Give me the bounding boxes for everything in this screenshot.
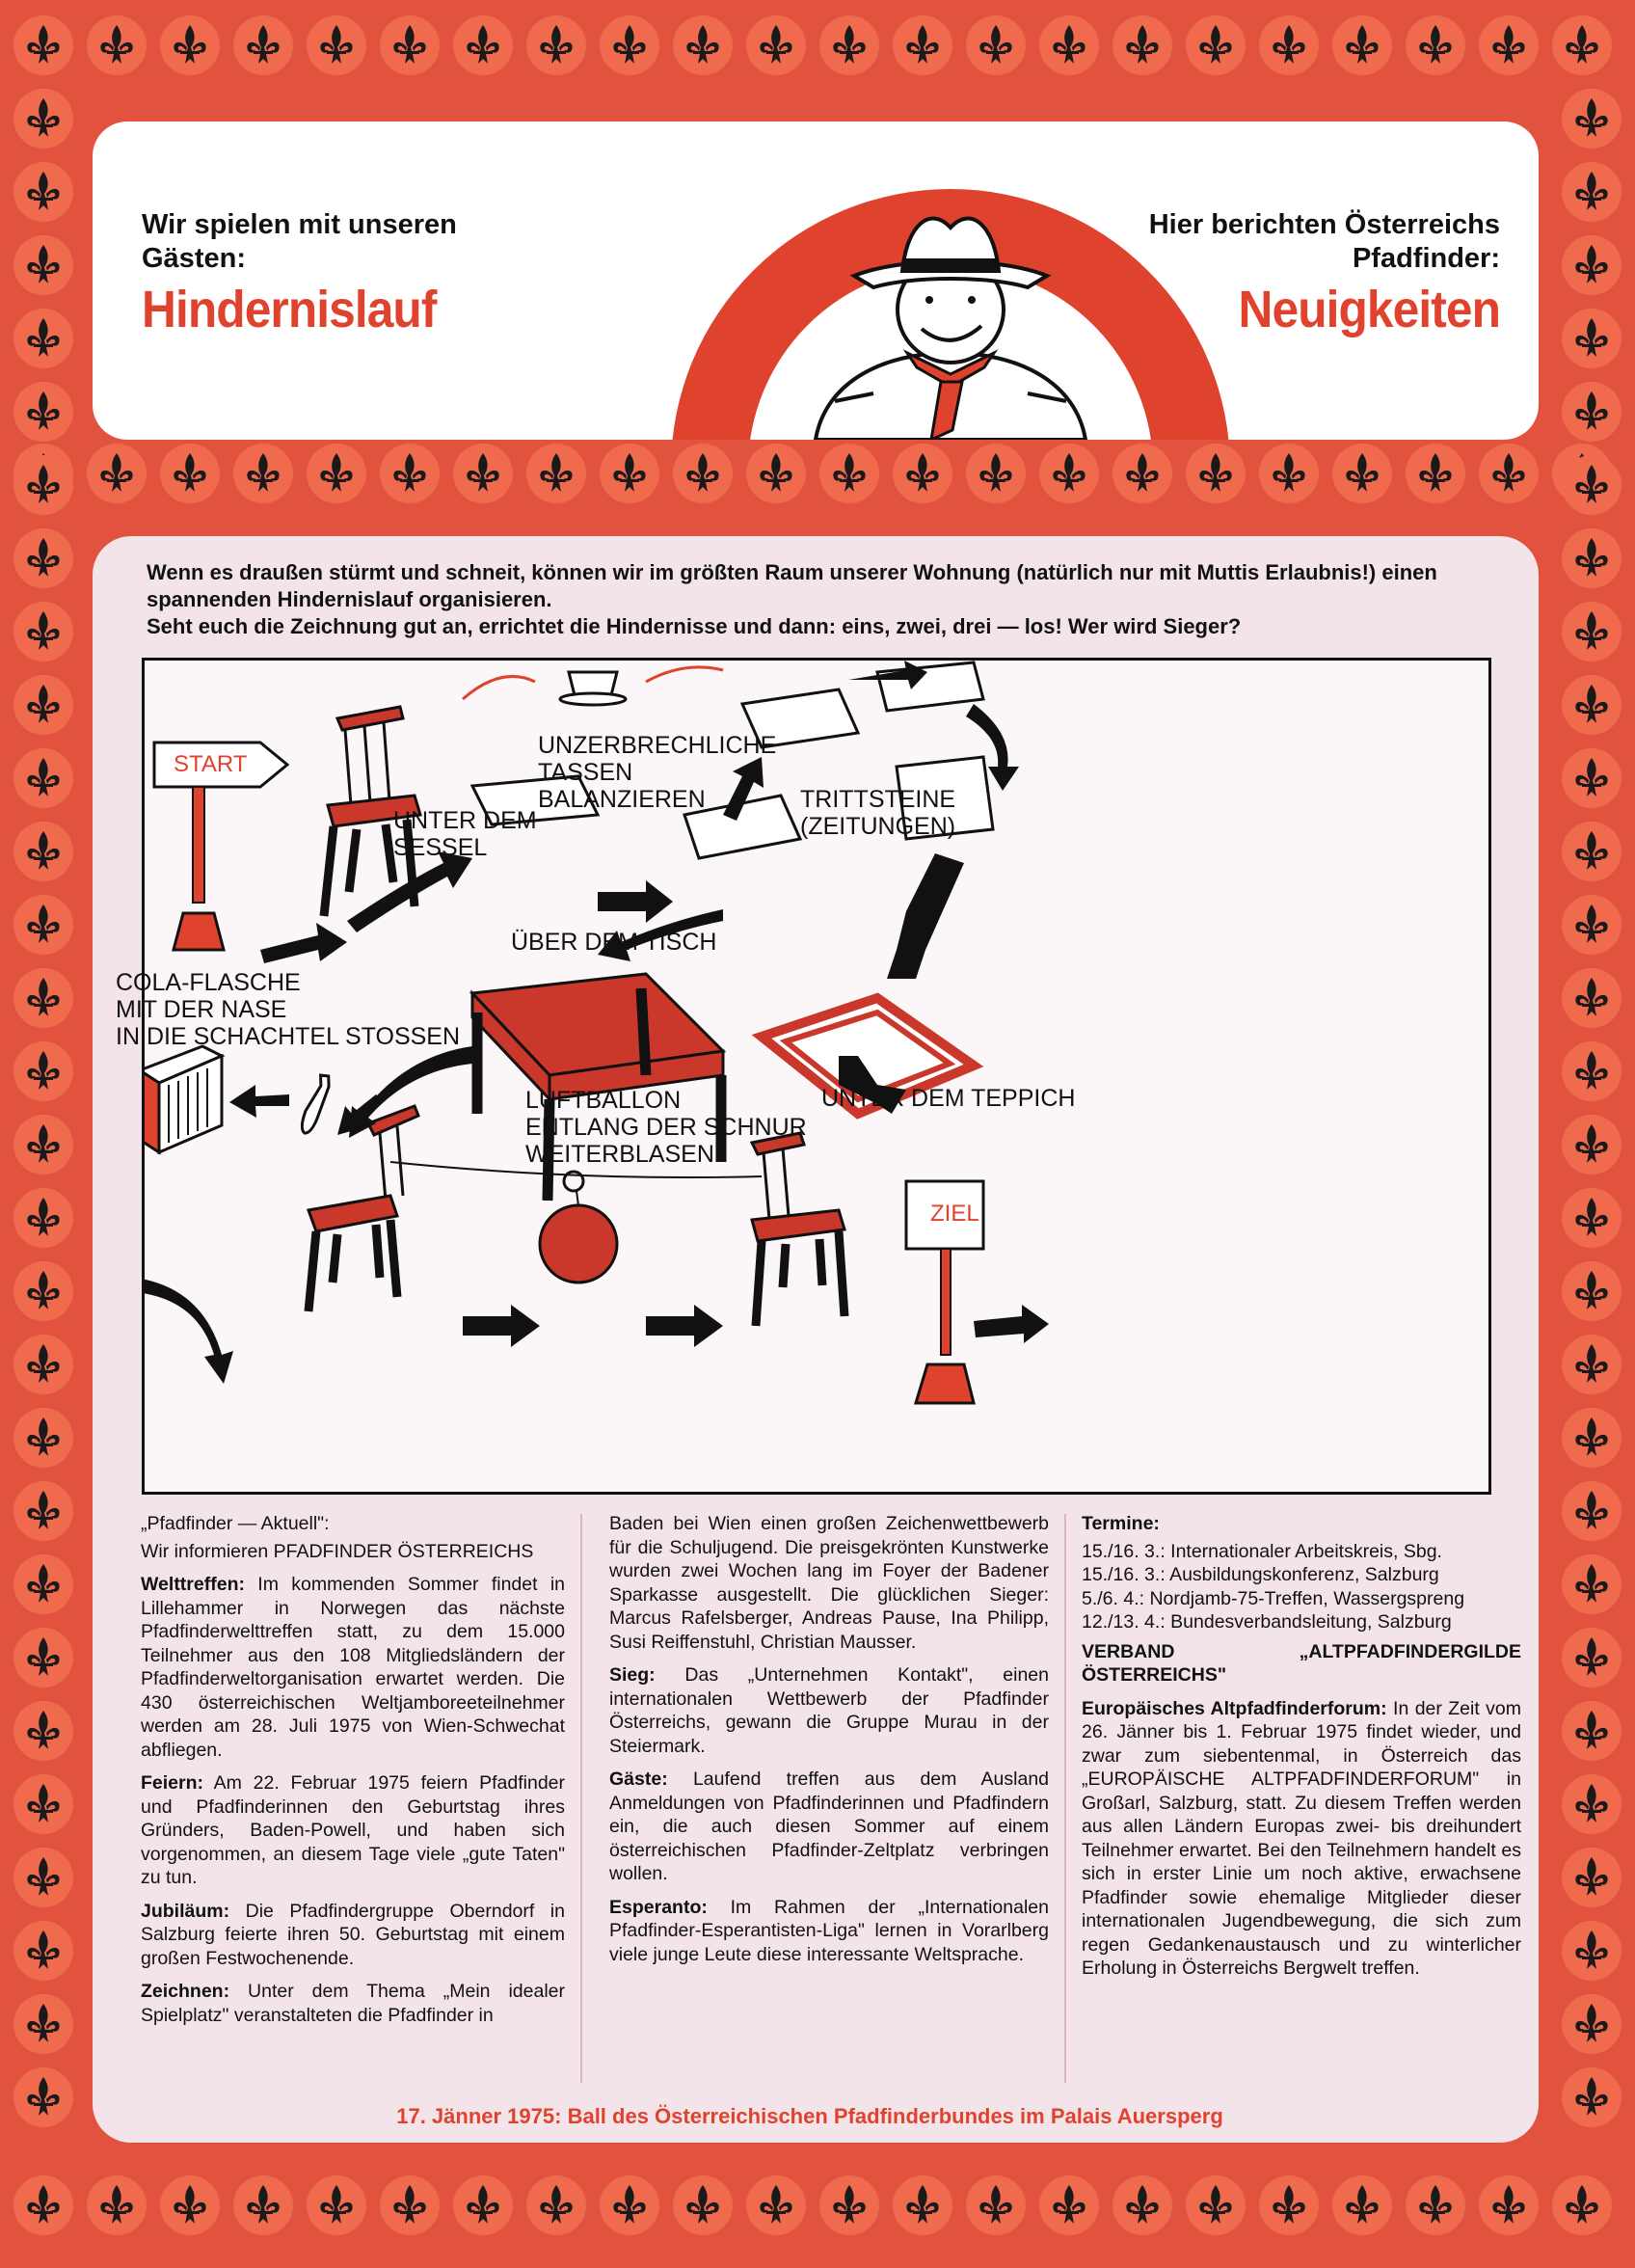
event-line: 12./13. 4.: Bundesverbandsleitung, Salzburg <box>1082 1611 1452 1633</box>
fleur-de-lis-icon <box>13 455 73 515</box>
item-title: Esperanto: <box>609 1896 708 1918</box>
fleur-de-lis-icon <box>526 444 586 503</box>
fleur-de-lis-icon <box>1562 1774 1622 1834</box>
column-subheading: Wir informieren PFADFINDER ÖSTERREICHS <box>141 1540 534 1562</box>
fleur-de-lis-icon <box>1562 1188 1622 1248</box>
fleur-de-lis-icon <box>13 1261 73 1321</box>
fleur-de-lis-icon <box>1562 1848 1622 1907</box>
fleur-de-lis-icon <box>1562 1921 1622 1981</box>
item-title: Termine: <box>1082 1513 1160 1534</box>
item-title: Sieg: <box>609 1664 656 1686</box>
fleur-de-lis-icon <box>1406 2175 1465 2235</box>
trittsteine-label: TRITTSTEINE (ZEITUNGEN) <box>800 786 956 840</box>
fleur-de-lis-icon <box>307 15 366 75</box>
fleur-de-lis-icon <box>1562 1628 1622 1688</box>
header-panel <box>93 122 1539 440</box>
fleur-de-lis-icon <box>1332 2175 1392 2235</box>
event-line: 15./16. 3.: Ausbildungskonferenz, Salzburg <box>1082 1564 1439 1585</box>
column-divider <box>1064 1514 1066 2083</box>
border-right-column <box>1562 89 1622 2127</box>
fleur-de-lis-icon <box>1562 895 1622 955</box>
fleur-de-lis-icon <box>1552 15 1612 75</box>
fleur-de-lis-icon <box>13 89 73 148</box>
fleur-de-lis-icon <box>1562 1481 1622 1541</box>
fleur-de-lis-icon <box>1562 675 1622 735</box>
fleur-de-lis-icon <box>1039 444 1099 503</box>
fleur-de-lis-icon <box>819 15 879 75</box>
fleur-de-lis-icon <box>13 1554 73 1614</box>
fleur-de-lis-icon <box>1562 382 1622 442</box>
news-column-2 <box>609 1512 1049 1976</box>
fleur-de-lis-icon <box>673 444 733 503</box>
ziel-label: ZIEL <box>930 1201 979 1227</box>
fleur-de-lis-icon <box>453 444 513 503</box>
fleur-de-lis-icon <box>1562 89 1622 148</box>
fleur-de-lis-icon <box>160 2175 220 2235</box>
fleur-de-lis-icon <box>1479 444 1539 503</box>
fleur-de-lis-icon <box>87 15 147 75</box>
fleur-de-lis-icon <box>746 444 806 503</box>
fleur-de-lis-icon <box>1039 15 1099 75</box>
fleur-de-lis-icon <box>160 444 220 503</box>
fleur-de-lis-icon <box>233 15 293 75</box>
fleur-de-lis-icon <box>380 444 440 503</box>
fleur-de-lis-icon <box>1332 15 1392 75</box>
item-text: In der Zeit vom 26. Jänner bis 1. Februar 1975 findet wieder, und zwar zum siebentenmal, in Österreich das „EUROPÄISCHE ALTPFADFINDERFORUM" in Großarl, Salzburg, statt. Zu diesem Treffen werden aus allen Ländern Europas zwei- bis dreihundert Teilnehmer erwartet. Bei den Teilnehmern handelt es sich in erster Linie um noch aktive, erwachsene Pfadfinder sowie ehemalige Mitglieder dieser internationalen Jugendbewegung, die sich zum regen Gedankenaustausch und zu winterlicher Erholung in Österreichs Bergwelt treffen. <box>1082 1697 1522 1979</box>
item-title: Welttreffen: <box>141 1574 245 1595</box>
fleur-de-lis-icon <box>1562 528 1622 588</box>
fleur-de-lis-icon <box>1562 1408 1622 1468</box>
fleur-de-lis-icon <box>1562 455 1622 515</box>
bottle-icon <box>298 1073 332 1136</box>
fleur-de-lis-icon <box>13 748 73 808</box>
fleur-de-lis-icon <box>160 15 220 75</box>
intro-line-2: Seht euch die Zeichnung gut an, errichtet die Hindernisse und dann: eins, zwei, drei — los! Wer wird Sieger? <box>147 614 1242 638</box>
fleur-de-lis-icon <box>1562 1554 1622 1614</box>
border-left-column <box>13 89 73 2127</box>
fleur-de-lis-icon <box>13 822 73 881</box>
item-title: Europäisches Altpfadfinderforum: <box>1082 1697 1387 1719</box>
fleur-de-lis-icon <box>1406 15 1465 75</box>
fleur-de-lis-icon <box>13 675 73 735</box>
item-text: Im kommenden Sommer findet in Lillehammer in Norwegen das nächste Pfadfinderwelttreffen statt, zu dem 15.000 Teilnehmer aus den 108 Mitgliedsländern der Pfadfinderweltorganisation erwartet werden. Die 430 österreichischen Weltjamboreeteilnehmer werden am 28. Juli 1975 von Wien-Schwechat abfliegen. <box>141 1574 565 1761</box>
fleur-de-lis-icon <box>13 309 73 368</box>
item-text: Im Rahmen der „Internationalen Pfadfinder-Esperantisten-Liga" lernen in Vorarlberg viele junge Leute diese interessante Weltsprache. <box>609 1896 1049 1965</box>
fleur-de-lis-icon <box>233 2175 293 2235</box>
sessel-label: UNTER DEM SESSEL <box>393 807 537 861</box>
fleur-de-lis-icon <box>13 1115 73 1174</box>
left-title: Hindernislauf <box>142 281 437 338</box>
fleur-de-lis-icon <box>966 444 1026 503</box>
fleur-de-lis-icon <box>1562 822 1622 881</box>
fleur-de-lis-icon <box>1562 748 1622 808</box>
column-divider <box>580 1514 582 2083</box>
fleur-de-lis-icon <box>87 444 147 503</box>
fleur-de-lis-icon <box>893 15 952 75</box>
fleur-de-lis-icon <box>13 1774 73 1834</box>
fleur-de-lis-icon <box>13 1408 73 1468</box>
item-title: Jubiläum: <box>141 1900 230 1922</box>
ballon-label: LUFTBALLON ENTLANG DER SCHNUR WEITERBLASEN <box>525 1087 807 1168</box>
item-text: Die Pfadfindergruppe Oberndorf in Salzburg feierte ihren 50. Geburtstag mit einem großen Festwochenende. <box>141 1900 565 1969</box>
fleur-de-lis-icon <box>1562 602 1622 662</box>
fleur-de-lis-icon <box>1562 162 1622 222</box>
item-title: VERBAND „ALTPFADFINDERGILDE ÖSTERREICHS" <box>1082 1640 1521 1686</box>
obstacle-course-drawing <box>116 658 1491 1495</box>
fleur-de-lis-icon <box>1186 2175 1246 2235</box>
item-text: Das „Unternehmen Kontakt", einen internationalen Wettbewerb der Pfadfinder Österreichs, gewann die Gruppe Murau in der Steiermark. <box>609 1664 1049 1757</box>
fleur-de-lis-icon <box>526 15 586 75</box>
column-heading: „Pfadfinder — Aktuell": <box>141 1513 330 1534</box>
intro-line-1: Wenn es draußen stürmt und schneit, können wir im größten Raum unserer Wohnung (natürlich nur mit Muttis Erlaubnis!) einen spannenden Hindernislauf organisieren. <box>147 560 1437 611</box>
item-title: Zeichnen: <box>141 1981 230 2002</box>
fleur-de-lis-icon <box>13 1481 73 1541</box>
fleur-de-lis-icon <box>1562 235 1622 295</box>
fleur-de-lis-icon <box>13 895 73 955</box>
fleur-de-lis-icon <box>1406 444 1465 503</box>
fleur-de-lis-icon <box>13 1335 73 1394</box>
fleur-de-lis-icon <box>1562 1335 1622 1394</box>
intro-text <box>147 559 1515 640</box>
item-text: Baden bei Wien einen großen Zeichenwettbewerb für die Schuljugend. Die preisgekrönten Kunstwerke wurden zwei Wochen lang im Foyer der Badener Sparkasse ausgestellt. Die glücklichen Sieger: Marcus Rafelsberger, Andreas Pause, Ina Philipp, Susi Reiffenstuhl, Christian Mausser. <box>609 1513 1049 1653</box>
fleur-de-lis-icon <box>819 444 879 503</box>
fleur-de-lis-icon <box>1479 2175 1539 2235</box>
fleur-de-lis-icon <box>13 1994 73 2054</box>
item-text: Am 22. Februar 1975 feiern Pfadfinder und Pfadfinderinnen den Geburtstag ihres Gründers, Baden-Powell, und haben sich vorgenommen, an diesem Tage viele „gute Taten" zu tun. <box>141 1772 565 1888</box>
fleur-de-lis-icon <box>1112 2175 1172 2235</box>
border-bottom-row <box>13 2175 1612 2235</box>
fleur-de-lis-icon <box>746 15 806 75</box>
news-column-3 <box>1082 1512 1521 1990</box>
fleur-de-lis-icon <box>13 15 73 75</box>
fleur-de-lis-icon <box>13 162 73 222</box>
fleur-de-lis-icon <box>233 444 293 503</box>
fleur-de-lis-icon <box>13 2067 73 2127</box>
fleur-de-lis-icon <box>600 15 659 75</box>
event-line: 15./16. 3.: Internationaler Arbeitskreis, Sbg. <box>1082 1540 1442 1562</box>
tassen-label: UNZERBRECHLICHE TASSEN BALANZIEREN <box>538 732 777 813</box>
fleur-de-lis-icon <box>453 15 513 75</box>
left-kicker: Wir spielen mit unseren Gästen: <box>142 209 457 274</box>
fleur-de-lis-icon <box>87 2175 147 2235</box>
fleur-de-lis-icon <box>13 1701 73 1761</box>
fleur-de-lis-icon <box>1562 1041 1622 1101</box>
fleur-de-lis-icon <box>13 382 73 442</box>
item-text: Laufend treffen aus dem Ausland Anmeldungen von Pfadfinderinnen und Pfadfindern ein, die auch diesen Sommer auf einem österreichischen Pfadfinder-Zeltplatz verbringen wollen. <box>609 1768 1050 1884</box>
fleur-de-lis-icon <box>1562 2067 1622 2127</box>
fleur-de-lis-icon <box>13 968 73 1028</box>
fleur-de-lis-icon <box>1552 2175 1612 2235</box>
fleur-de-lis-icon <box>966 15 1026 75</box>
fleur-de-lis-icon <box>307 444 366 503</box>
news-column-1 <box>141 1512 565 2037</box>
fleur-de-lis-icon <box>600 2175 659 2235</box>
right-kicker: Hier berichten Österreichs Pfadfinder: <box>1148 209 1500 274</box>
fleur-de-lis-icon <box>600 444 659 503</box>
fleur-de-lis-icon <box>13 1921 73 1981</box>
fleur-de-lis-icon <box>746 2175 806 2235</box>
fleur-de-lis-icon <box>13 2175 73 2235</box>
fleur-de-lis-icon <box>380 15 440 75</box>
fleur-de-lis-icon <box>1562 309 1622 368</box>
fleur-de-lis-icon <box>1332 444 1392 503</box>
border-middle-row <box>13 444 1612 503</box>
fleur-de-lis-icon <box>1186 444 1246 503</box>
fleur-de-lis-icon <box>1259 2175 1319 2235</box>
fleur-de-lis-icon <box>893 444 952 503</box>
cola-label: COLA-FLASCHE MIT DER NASE IN DIE SCHACHTEL STOSSEN <box>116 969 461 1050</box>
box-icon <box>145 1046 222 1152</box>
fleur-de-lis-icon <box>1039 2175 1099 2235</box>
right-title: Neuigkeiten <box>1238 281 1500 338</box>
fleur-de-lis-icon <box>1259 15 1319 75</box>
teppich-label: UNTER DEM TEPPICH <box>821 1085 1076 1112</box>
fleur-de-lis-icon <box>819 2175 879 2235</box>
fleur-de-lis-icon <box>1562 1701 1622 1761</box>
fleur-de-lis-icon <box>1112 15 1172 75</box>
fleur-de-lis-icon <box>1259 444 1319 503</box>
fleur-de-lis-icon <box>526 2175 586 2235</box>
fleur-de-lis-icon <box>893 2175 952 2235</box>
fleur-de-lis-icon <box>1562 1994 1622 2054</box>
fleur-de-lis-icon <box>1479 15 1539 75</box>
fleur-de-lis-icon <box>13 1188 73 1248</box>
fleur-de-lis-icon <box>1112 444 1172 503</box>
fleur-de-lis-icon <box>380 2175 440 2235</box>
fleur-de-lis-icon <box>13 602 73 662</box>
fleur-de-lis-icon <box>13 528 73 588</box>
fleur-de-lis-icon <box>1562 1115 1622 1174</box>
fleur-de-lis-icon <box>13 1848 73 1907</box>
border-top-row <box>13 15 1612 75</box>
fleur-de-lis-icon <box>453 2175 513 2235</box>
start-label: START <box>174 751 248 777</box>
tisch-label: ÜBER DEM TISCH <box>511 929 717 956</box>
fleur-de-lis-icon <box>307 2175 366 2235</box>
fleur-de-lis-icon <box>1562 1261 1622 1321</box>
item-title: Feiern: <box>141 1772 204 1794</box>
fleur-de-lis-icon <box>673 2175 733 2235</box>
fleur-de-lis-icon <box>1186 15 1246 75</box>
cup-icon <box>463 667 723 705</box>
fleur-de-lis-icon <box>13 1041 73 1101</box>
fleur-de-lis-icon <box>1562 968 1622 1028</box>
event-line: 5./6. 4.: Nordjamb-75-Treffen, Wassergspreng <box>1082 1587 1465 1609</box>
item-text: Unter dem Thema „Mein idealer Spielplatz" veranstalteten die Pfadfinder in <box>141 1981 565 2026</box>
fleur-de-lis-icon <box>13 235 73 295</box>
fleur-de-lis-icon <box>673 15 733 75</box>
item-title: Gäste: <box>609 1768 668 1790</box>
footer-note: 17. Jänner 1975: Ball des Österreichischen Pfadfinderbundes im Palais Auersperg <box>396 2104 1223 2128</box>
fleur-de-lis-icon <box>966 2175 1026 2235</box>
fleur-de-lis-icon <box>13 1628 73 1688</box>
